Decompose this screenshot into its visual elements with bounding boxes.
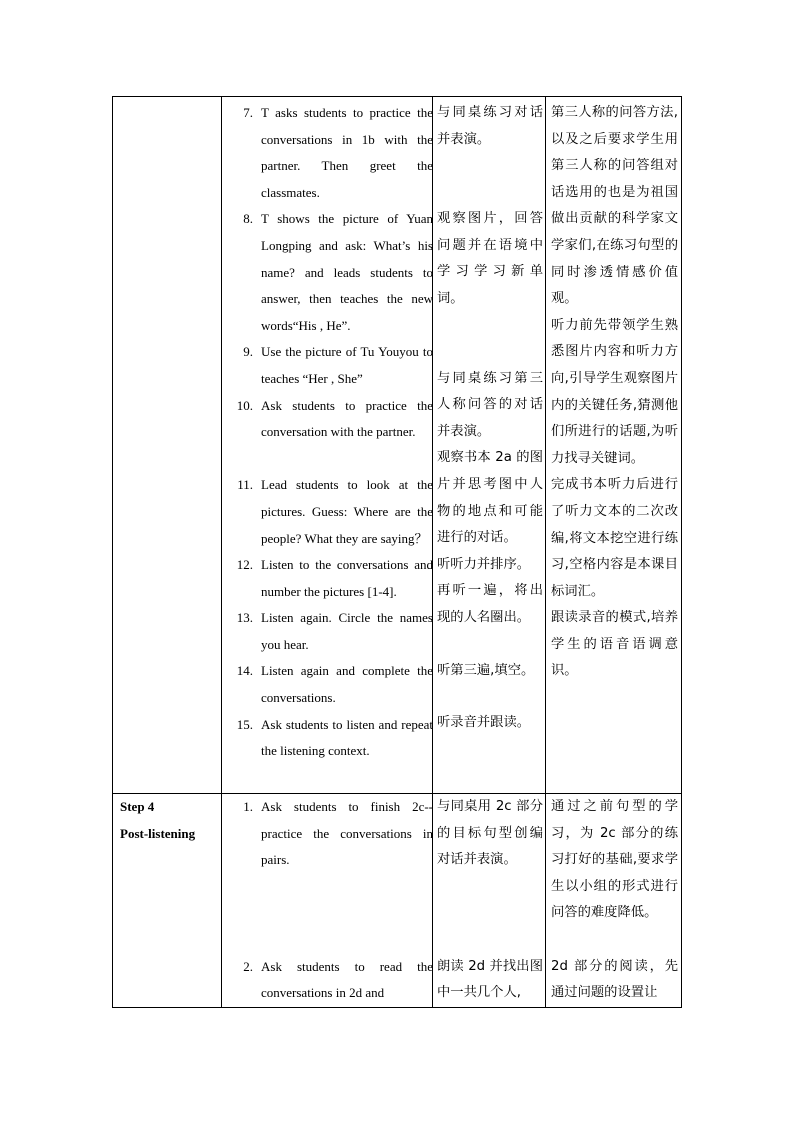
teacher-activity-cell xyxy=(222,97,433,794)
student-activity-cell xyxy=(433,97,546,794)
activity-text: 与同桌练习第三人称问答的对话并表演。 xyxy=(437,370,543,439)
activity-text: 听听力并排序。 xyxy=(437,556,531,572)
activity-text: 听第三遍,填空。 xyxy=(437,662,535,678)
purpose-text: 2d 部分的阅读，先通过问题的设置让 xyxy=(551,958,678,1001)
activity-text: 再听一遍，将出现的人名圈出。 xyxy=(437,583,543,625)
purpose-text: 第三人称的问答方法,以及之后要求学生用第三人称的问答组对话选用的也是为祖国做出贡献的科学家文学家们,在练习句型的同时渗透情感价值观。 xyxy=(551,105,678,307)
design-purpose-cell xyxy=(546,794,682,1008)
purpose-text: 完成书本听力后进行了听力文本的二次改编,将文本挖空进行练习,空格内容是本课目标词汇。 xyxy=(551,477,678,599)
step-cell xyxy=(113,97,222,794)
list-item: 1. Ask students to finish 2c--practice the conversations in pairs. xyxy=(243,799,433,868)
activity-text: 观察图片，回答问题并在语境中学习学习新单词。 xyxy=(437,211,543,306)
activity-text: 与同桌练习对话并表演。 xyxy=(437,105,543,147)
step-cell xyxy=(113,794,222,1008)
teacher-activity-cell xyxy=(222,794,433,1008)
list-item: 14. Listen again and complete the conversations. xyxy=(236,663,433,706)
purpose-text: 通过之前句型的学习，为 2c 部分的练习打好的基础,要求学生以小组的形式进行问答的难度降低。 xyxy=(551,799,678,921)
list-item: 12. Listen to the conversations and number the pictures [1-4]. xyxy=(236,557,433,599)
list-item: 15. Ask students to listen and repeat the listening context. xyxy=(236,716,433,759)
student-activity-cell xyxy=(433,794,546,1008)
purpose-text: 跟读录音的模式,培养学生的语音语调意识。 xyxy=(551,610,678,679)
list-item: 8. T shows the picture of Yuan Longping and ask: What’s his name? and leads students to answer, then teaches the new words“His , He”. xyxy=(243,211,433,333)
lesson-plan-table xyxy=(112,96,682,1008)
list-item: 11. Lead students to look at the pictures. Guess: Where are the people? What they are saying？ xyxy=(237,477,433,546)
step-title: Step 4 xyxy=(120,799,155,814)
list-item: 13. Listen again. Circle the names you hear. xyxy=(236,610,433,652)
activity-text: 观察书本 2a 的图片并思考图中人物的地点和可能进行的对话。 xyxy=(437,450,543,546)
list-item: 2. Ask students to read the conversations in 2d and xyxy=(243,958,433,1001)
table-row xyxy=(113,97,682,794)
activity-text: 听录音并跟读。 xyxy=(437,715,531,731)
table-row xyxy=(113,794,682,1008)
list-item: 7. T asks students to practice the conversations in 1b with the partner. Then greet the classmates. xyxy=(243,105,433,200)
activity-text: 朗读 2d 并找出图中一共几个人, xyxy=(437,958,543,1001)
list-item: 10. Ask students to practice the conversation with the partner. xyxy=(236,397,433,440)
purpose-text: 听力前先带领学生熟悉图片内容和听力方向,引导学生观察图片内的关键任务,猜测他们所进行的话题,为听力找寻关键词。 xyxy=(551,317,678,466)
list-item: 9. Use the picture of Tu Youyou to teaches “Her , She” xyxy=(243,344,433,386)
step-subtitle: Post-listening xyxy=(120,825,196,841)
design-purpose-cell xyxy=(546,97,682,794)
activity-text: 与同桌用 2c 部分的目标句型创编对话并表演。 xyxy=(437,799,543,868)
